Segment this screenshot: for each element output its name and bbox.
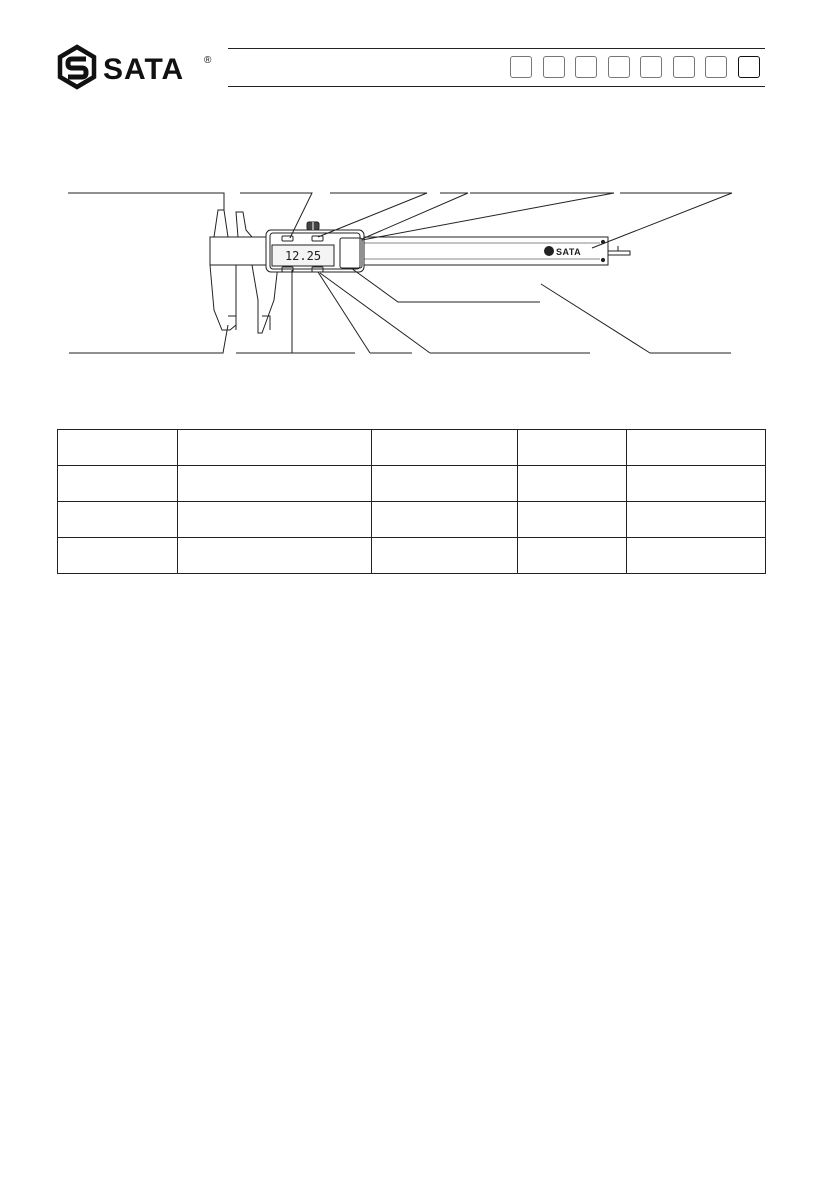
- table-row: [58, 502, 766, 538]
- language-selector: [510, 56, 760, 78]
- fixed-lower-jaw: [210, 265, 236, 330]
- table-cell: [372, 538, 518, 574]
- beam-brand-text: SATA: [556, 247, 582, 257]
- beam-brand-icon: [545, 247, 554, 256]
- language-box[interactable]: [575, 56, 597, 78]
- table-cell: [58, 502, 178, 538]
- language-box[interactable]: [640, 56, 662, 78]
- brand-wordmark: SATA: [103, 53, 185, 86]
- table-cell: [627, 430, 766, 466]
- table-cell: [518, 538, 627, 574]
- table-cell: [518, 430, 627, 466]
- table-cell: [518, 502, 627, 538]
- sliding-upper-jaw: [236, 212, 252, 237]
- table-cell: [372, 466, 518, 502]
- table-cell: [518, 466, 627, 502]
- table-cell: [178, 466, 372, 502]
- sata-hexagon-icon: [60, 47, 94, 87]
- language-box[interactable]: [510, 56, 532, 78]
- table-cell: [627, 502, 766, 538]
- language-box[interactable]: [673, 56, 695, 78]
- registered-mark: ®: [204, 55, 212, 66]
- table-cell: [372, 430, 518, 466]
- fixed-upper-jaw: [214, 210, 228, 237]
- language-box[interactable]: [543, 56, 565, 78]
- language-box-active[interactable]: [738, 56, 760, 78]
- language-box[interactable]: [608, 56, 630, 78]
- table-cell: [372, 502, 518, 538]
- depth-rod: [608, 251, 630, 255]
- table-row: [58, 466, 766, 502]
- table-cell: [58, 430, 178, 466]
- table-cell: [627, 538, 766, 574]
- table-cell: [178, 502, 372, 538]
- table-cell: [58, 538, 178, 574]
- spec-table: [57, 429, 766, 574]
- table-cell: [178, 430, 372, 466]
- table-cell: [627, 466, 766, 502]
- table-cell: [178, 538, 372, 574]
- sliding-lower-jaw: [252, 265, 278, 333]
- brand-logo: [55, 44, 215, 92]
- table-cell: [58, 466, 178, 502]
- table-row: [58, 430, 766, 466]
- header-bottom-rule: [228, 86, 765, 87]
- language-box[interactable]: [705, 56, 727, 78]
- caliper-diagram: [0, 180, 823, 370]
- lcd-reading: 12.25: [284, 249, 322, 263]
- table-row: [58, 538, 766, 574]
- header-top-rule: [228, 48, 765, 49]
